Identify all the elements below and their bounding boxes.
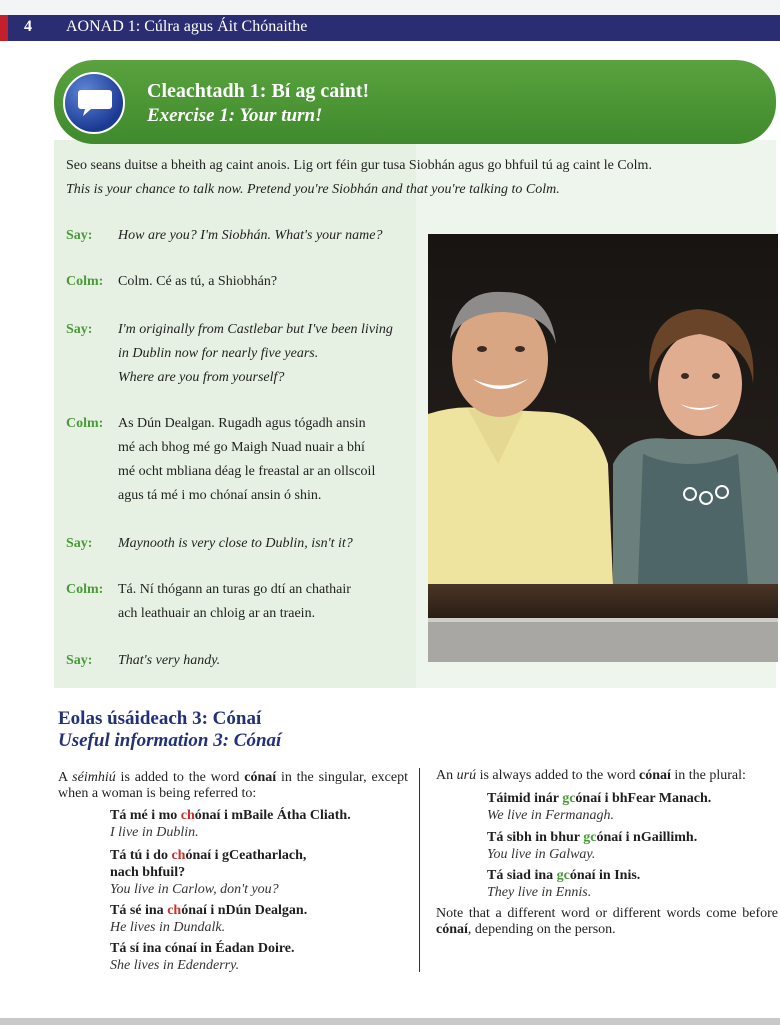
speaker-label: Say:	[66, 653, 93, 668]
column-divider	[419, 768, 420, 972]
singular-intro: A séimhiú is added to the word cónaí in the singular, except when a woman is being referred to:	[58, 770, 408, 801]
dialogue-line: Maynooth is very close to Dublin, isn't it?	[118, 536, 353, 551]
dialogue-line: As Dún Dealgan. Rugadh agus tógadh ansin mé ach bhog mé go Maigh Nuad nuair a bhí mé ocht mbliana déag le freastal ar an ollscoil agus tá mé i mo chónaí ansin ó shin.	[118, 416, 376, 503]
unit-title: AONAD 1: Cúlra agus Áit Chónaithe	[66, 18, 308, 35]
dialogue-line: Tá. Ní thógann an turas go dtí an chathair ach leathuair an chloig ar an traein.	[118, 582, 351, 621]
useful-info-title: Eolas úsáideach 3: Cónaí	[58, 708, 262, 729]
example-singular: Tá sí ina cónaí in Éadan Doire. She lives in Edenderry.	[110, 941, 295, 973]
example-plural: Tá sibh in bhur gcónaí i nGaillimh. You live in Galway.	[487, 830, 698, 862]
dialogue-line: How are you? I'm Siobhán. What's your name?	[118, 228, 383, 243]
speaker-label: Say:	[66, 322, 93, 337]
example-singular: Tá tú i do chónaí i gCeatharlach, nach bhfuil? You live in Carlow, don't you?	[110, 848, 307, 897]
exercise-subtitle: Exercise 1: Your turn!	[147, 105, 323, 126]
speaker-label: Colm:	[66, 274, 104, 289]
example-plural: Tá siad ina gcónaí in Inis. They live in Ennis.	[487, 868, 641, 900]
dialogue-line: That's very handy.	[118, 653, 221, 668]
page-number: 4	[24, 18, 32, 35]
dialogue-line: Colm. Cé as tú, a Shiobhán?	[118, 274, 278, 289]
useful-info-subtitle: Useful information 3: Cónaí	[58, 730, 282, 751]
page-bottom-edge	[0, 1018, 780, 1025]
example-plural: Táimid inár gcónaí i bhFear Manach. We live in Fermanagh.	[487, 791, 712, 823]
speech-bubble-icon	[63, 72, 125, 134]
example-singular: Tá sé ina chónaí i nDún Dealgan. He lives in Dundalk.	[110, 903, 308, 935]
photo-couple-at-window	[428, 234, 778, 662]
note-text: Note that a different word or different words come before cónaí, depending on the person.	[436, 906, 778, 937]
example-singular: Tá mé i mo chónaí i mBaile Átha Cliath. I live in Dublin.	[110, 808, 351, 840]
exercise-title: Cleachtadh 1: Bí ag caint!	[147, 80, 370, 102]
speaker-label: Colm:	[66, 416, 104, 431]
speaker-label: Colm:	[66, 582, 104, 597]
speaker-label: Say:	[66, 228, 93, 243]
intro-irish: Seo seans duitse a bheith ag caint anois. Lig ort féin gur tusa Siobhán agus go bhfuil tú ag caint le Colm.	[66, 158, 652, 173]
top-strip	[0, 0, 780, 15]
speaker-label: Say:	[66, 536, 93, 551]
dialogue-line: I'm originally from Castlebar but I've been living in Dublin now for nearly five years. Where are you from yourself?	[118, 322, 393, 385]
intro-english: This is your chance to talk now. Pretend you're Siobhán and that you're talking to Colm.	[66, 182, 560, 197]
plural-intro: An urú is always added to the word cónaí in the plural:	[436, 768, 746, 783]
header-accent	[0, 15, 8, 41]
